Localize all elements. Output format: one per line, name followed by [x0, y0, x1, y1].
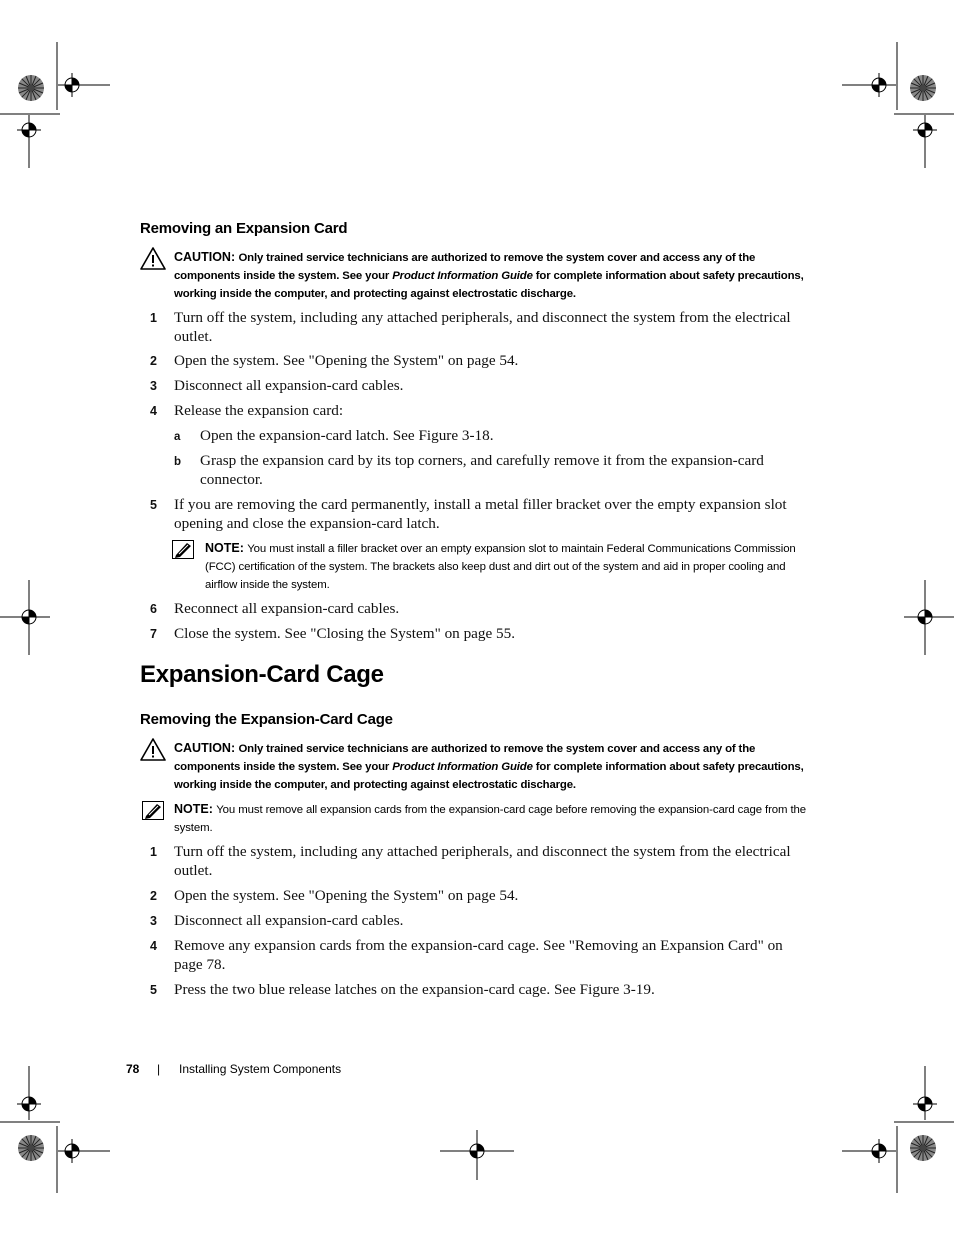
footer-separator: |	[157, 1062, 161, 1076]
substep-letter: a	[174, 431, 181, 443]
substep-text: Open the expansion-card latch. See Figure 3-18.	[200, 427, 494, 444]
step-text: Turn off the system, including any attached peripherals, and disconnect the system from the electrical outlet.	[174, 309, 791, 345]
step-number: 5	[150, 983, 157, 997]
step-number: 1	[150, 311, 157, 325]
caution-text	[174, 743, 804, 791]
warning-triangle-icon	[140, 738, 166, 761]
step-text: Disconnect all expansion-card cables.	[174, 912, 404, 929]
step-text: Turn off the system, including any attached peripherals, and disconnect the system from the electrical outlet.	[174, 843, 791, 879]
note-label: NOTE:	[174, 802, 213, 816]
note-text: You must remove all expansion cards from the expansion-card cage before removing the expansion-card cage from the system.	[174, 804, 807, 834]
note-text: You must install a filler bracket over an empty expansion slot to maintain Federal Communications Commission (FCC) certification of the system. The brackets also keep dust and dirt out of the system and aid in proper cooling and airflow inside the system.	[205, 543, 796, 591]
footer-chapter-title: Installing System Components	[179, 1062, 342, 1076]
step-number: 2	[150, 889, 157, 903]
page-number: 78	[126, 1062, 140, 1076]
caution-text-part: Only trained service technicians are authorized to remove the system cover and access any of the components inside the system. See your	[174, 252, 756, 282]
pencil-note-icon	[142, 801, 164, 820]
caution-text	[174, 252, 804, 300]
step-number: 5	[150, 498, 157, 512]
note-notice-2	[174, 801, 814, 837]
section-heading-removing-expansion-card: Removing an Expansion Card	[140, 220, 348, 237]
substep-text: Grasp the expansion card by its top corners, and carefully remove it from the expansion-card connector.	[200, 452, 764, 488]
step-text: Release the expansion card:	[174, 402, 344, 419]
step-text: Close the system. See "Closing the System" on page 55.	[174, 625, 516, 642]
page-title-expansion-card-cage: Expansion-Card Cage	[140, 661, 384, 688]
caution-text-part: for complete information about safety precautions, working inside the computer, and protecting against electrostatic discharge.	[174, 270, 804, 300]
step-number: 4	[150, 939, 157, 953]
caution-label: CAUTION:	[174, 250, 236, 264]
step-number: 6	[150, 602, 157, 616]
step-text: Reconnect all expansion-card cables.	[174, 600, 400, 617]
step-number: 1	[150, 845, 157, 859]
caution-text-part: Only trained service technicians are authorized to remove the system cover and access any of the components inside the system. See your	[174, 743, 756, 773]
note-label: NOTE:	[205, 541, 244, 555]
warning-triangle-icon	[140, 247, 166, 270]
step-text: Remove any expansion cards from the expansion-card cage. See "Removing an Expansion Card" on page 78.	[174, 937, 783, 973]
step-number: 3	[150, 914, 157, 928]
product-guide-title: Product Information Guide	[392, 270, 533, 282]
substep-letter: b	[174, 456, 182, 468]
caution-label: CAUTION:	[174, 741, 236, 755]
caution-notice-1	[174, 249, 824, 303]
caution-text-part: for complete information about safety precautions, working inside the computer, and protecting against electrostatic discharge.	[174, 761, 804, 791]
pencil-note-icon	[172, 540, 194, 559]
caution-notice-2	[174, 740, 824, 794]
step-number: 3	[150, 379, 157, 393]
step-text: Press the two blue release latches on the expansion-card cage. See Figure 3-19.	[174, 981, 655, 998]
note-notice-1	[205, 540, 815, 594]
product-guide-title: Product Information Guide	[392, 761, 533, 773]
step-text: If you are removing the card permanently, install a metal filler bracket over the empty expansion slot opening and close the expansion-card latch.	[174, 496, 787, 532]
step-text: Open the system. See "Opening the System" on page 54.	[174, 887, 519, 904]
step-text: Open the system. See "Opening the System" on page 54.	[174, 352, 519, 369]
step-text: Disconnect all expansion-card cables.	[174, 377, 404, 394]
step-number: 7	[150, 627, 157, 641]
step-number: 2	[150, 354, 157, 368]
step-number: 4	[150, 404, 157, 418]
section-heading-removing-cage: Removing the Expansion-Card Cage	[140, 711, 393, 728]
